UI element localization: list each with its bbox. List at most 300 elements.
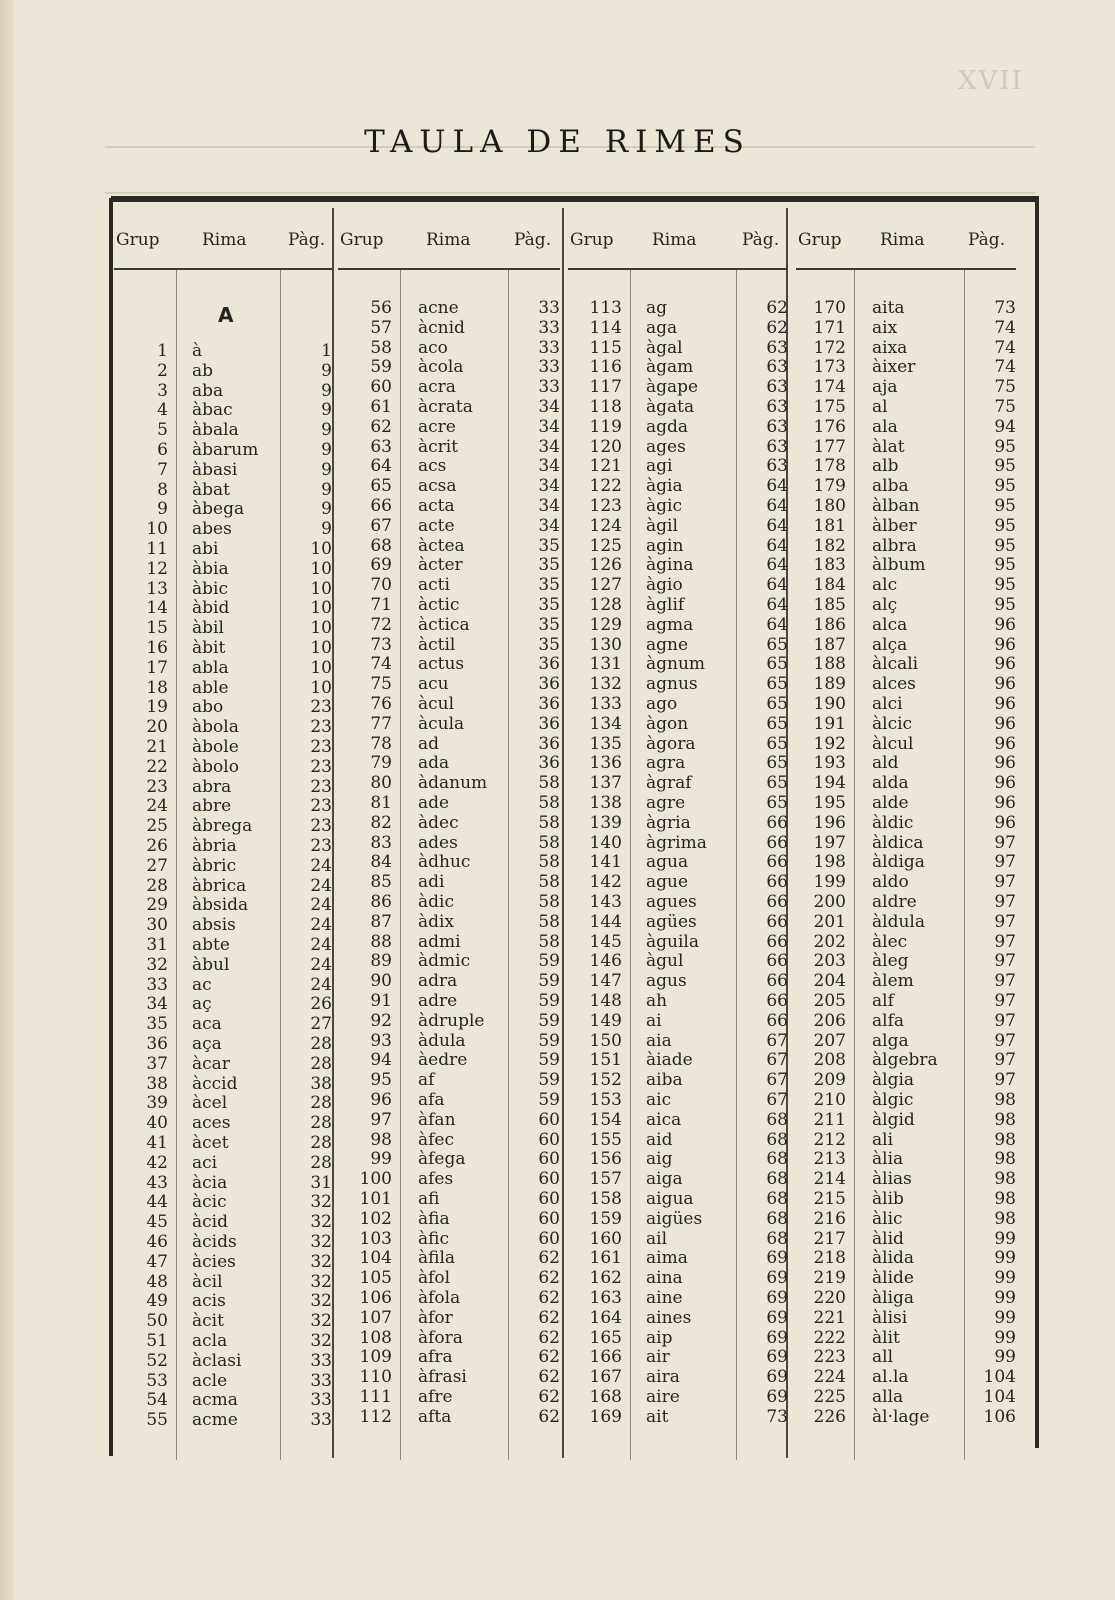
rima-word: adi xyxy=(418,872,445,893)
grup-number: 11 xyxy=(146,539,168,559)
grup-number: 101 xyxy=(359,1189,392,1209)
page-ref: 36 xyxy=(538,733,560,754)
page-ref: 59 xyxy=(538,991,560,1011)
rima-word: àgal xyxy=(646,337,683,358)
page-ref: 35 xyxy=(538,634,560,655)
rima-word: àleg xyxy=(872,951,909,972)
page-ref: 65 xyxy=(766,753,788,774)
rima-word: aça xyxy=(192,1034,222,1054)
grup-number: 218 xyxy=(813,1248,846,1269)
page-ref: 34 xyxy=(538,515,560,536)
grup-number: 76 xyxy=(370,694,392,714)
grup-number: 103 xyxy=(359,1228,392,1249)
page-ref: 24 xyxy=(310,895,332,916)
page-ref: 59 xyxy=(538,951,560,972)
rima-word: agus xyxy=(646,971,687,992)
grup-number: 55 xyxy=(146,1410,168,1431)
page-ref: 65 xyxy=(766,713,788,734)
rima-word: aba xyxy=(192,380,224,401)
rima-word: afi xyxy=(418,1189,440,1209)
grup-number: 82 xyxy=(370,812,392,833)
page-ref: 64 xyxy=(766,535,788,556)
page-ref: 33 xyxy=(310,1390,332,1411)
rima-word: àgrima xyxy=(646,832,707,853)
rima-word: àlib xyxy=(872,1189,904,1209)
rima-word: alba xyxy=(872,476,909,497)
page-ref: 69 xyxy=(766,1367,788,1388)
grup-number: 100 xyxy=(359,1169,392,1190)
rima-word: àcrata xyxy=(418,397,473,417)
grup-number: 93 xyxy=(370,1030,392,1051)
page-ref: 95 xyxy=(994,456,1016,477)
page-ref: 98 xyxy=(994,1169,1016,1190)
page-ref: 95 xyxy=(994,476,1016,497)
page-ref: 27 xyxy=(310,1014,332,1035)
page-number: XVII xyxy=(958,66,1024,96)
rima-word: àedre xyxy=(418,1050,468,1071)
grup-number: 184 xyxy=(813,575,846,596)
page-ref: 60 xyxy=(538,1189,560,1209)
page-ref: 9 xyxy=(321,479,332,500)
column-rule xyxy=(630,270,631,1460)
page-ref: 34 xyxy=(538,476,560,497)
grup-number: 165 xyxy=(589,1327,622,1348)
rima-word: àctica xyxy=(418,614,470,635)
grup-number: 91 xyxy=(370,991,392,1011)
rima-word: àbul xyxy=(192,954,230,975)
page-ref: 24 xyxy=(310,935,332,955)
grup-number: 23 xyxy=(146,776,168,797)
page-ref: 68 xyxy=(766,1149,788,1170)
rima-word: àl·lage xyxy=(872,1406,930,1427)
grup-number: 7 xyxy=(157,459,168,480)
page-ref: 63 xyxy=(766,337,788,358)
grup-number: 19 xyxy=(146,697,168,718)
rima-word: àgio xyxy=(646,575,683,596)
grup-number: 196 xyxy=(813,812,846,833)
rima-word: àbrega xyxy=(192,816,253,837)
rima-word: aco xyxy=(418,337,448,358)
grup-number: 74 xyxy=(370,654,392,675)
page-ref: 58 xyxy=(538,931,560,952)
rima-word: àbia xyxy=(192,558,229,579)
grup-number: 163 xyxy=(589,1288,622,1308)
rima-word: alf xyxy=(872,991,894,1011)
page-ref: 63 xyxy=(766,456,788,477)
page-ref: 59 xyxy=(538,1090,560,1110)
page-ref: 97 xyxy=(994,971,1016,992)
grup-number: 59 xyxy=(370,357,392,378)
rima-word: abi xyxy=(192,539,219,559)
page-ref: 62 xyxy=(538,1268,560,1289)
grup-number: 107 xyxy=(359,1307,392,1328)
rima-word: àldic xyxy=(872,812,914,833)
page-ref: 97 xyxy=(994,892,1016,912)
grup-number: 200 xyxy=(813,892,846,912)
rima-word: aig xyxy=(646,1149,673,1170)
page-ref: 95 xyxy=(994,496,1016,516)
rima-word: àgora xyxy=(646,733,696,754)
rima-word: àdhuc xyxy=(418,852,471,873)
rima-word: air xyxy=(646,1347,670,1368)
page-ref: 28 xyxy=(310,1053,332,1074)
page-ref: 69 xyxy=(766,1307,788,1328)
grup-number: 47 xyxy=(146,1251,168,1272)
grup-number: 208 xyxy=(813,1050,846,1071)
grup-number: 189 xyxy=(813,674,846,695)
page-ref: 66 xyxy=(766,931,788,952)
grup-number: 75 xyxy=(370,674,392,695)
rima-word: all xyxy=(872,1347,894,1368)
grup-number: 190 xyxy=(813,694,846,714)
grup-number: 2 xyxy=(157,360,168,381)
grup-number: 27 xyxy=(146,855,168,876)
rima-word: agre xyxy=(646,793,686,813)
page-ref: 99 xyxy=(994,1228,1016,1249)
page-ref: 9 xyxy=(321,440,332,460)
grup-number: 68 xyxy=(370,535,392,556)
grup-number: 169 xyxy=(589,1406,622,1427)
rima-word: àldula xyxy=(872,911,925,932)
rima-word: aiba xyxy=(646,1070,683,1091)
rima-word: àbac xyxy=(192,400,233,421)
rima-word: absis xyxy=(192,915,236,936)
rima-word: àlber xyxy=(872,515,917,536)
rima-word: aic xyxy=(646,1090,672,1110)
rima-word: aga xyxy=(646,317,678,338)
grup-number: 221 xyxy=(813,1307,846,1328)
page-ref: 32 xyxy=(310,1192,332,1213)
grup-number: 180 xyxy=(813,496,846,516)
grup-number: 52 xyxy=(146,1350,168,1371)
rima-word: abte xyxy=(192,935,230,955)
grup-number: 51 xyxy=(146,1331,168,1351)
page-ref: 62 xyxy=(538,1406,560,1427)
page-ref: 34 xyxy=(538,436,560,457)
grup-number: 39 xyxy=(146,1093,168,1114)
page-ref: 63 xyxy=(766,377,788,398)
page-ref: 10 xyxy=(310,558,332,579)
grup-number: 69 xyxy=(370,555,392,576)
rima-word: aima xyxy=(646,1248,688,1269)
page-ref: 38 xyxy=(310,1073,332,1094)
column-rule xyxy=(176,270,177,1460)
page-ref: 96 xyxy=(994,654,1016,675)
grup-number: 145 xyxy=(589,931,622,952)
rima-word: àlgebra xyxy=(872,1050,938,1071)
grup-number: 170 xyxy=(813,298,846,318)
column-header-grup: Grup xyxy=(116,230,160,250)
rima-word: àlgid xyxy=(872,1109,915,1130)
rima-word: alfa xyxy=(872,1010,904,1031)
rima-word: admi xyxy=(418,931,461,952)
page-ref: 28 xyxy=(310,1152,332,1173)
grup-number: 49 xyxy=(146,1291,168,1312)
grup-number: 35 xyxy=(146,1014,168,1035)
page-ref: 58 xyxy=(538,812,560,833)
rima-word: ag xyxy=(646,298,668,318)
page-ref: 28 xyxy=(310,1113,332,1134)
page-ref: 9 xyxy=(321,380,332,401)
page-ref: 34 xyxy=(538,397,560,417)
rima-word: ala xyxy=(872,416,898,437)
page-ref: 23 xyxy=(310,816,332,837)
page-ref: 68 xyxy=(766,1169,788,1190)
page-ref: 99 xyxy=(994,1268,1016,1289)
rima-word: àldiga xyxy=(872,852,925,873)
page-ref: 99 xyxy=(994,1288,1016,1308)
grup-number: 102 xyxy=(359,1208,392,1229)
grup-number: 211 xyxy=(813,1109,846,1130)
grup-number: 71 xyxy=(370,595,392,615)
column-rule xyxy=(964,270,965,1460)
rima-word: adra xyxy=(418,971,458,992)
rima-word: àgul xyxy=(646,951,684,972)
rima-word: àgria xyxy=(646,812,691,833)
rima-word: albra xyxy=(872,535,917,556)
page-ref: 97 xyxy=(994,1030,1016,1051)
page-ref: 95 xyxy=(994,555,1016,576)
page-ref: 10 xyxy=(310,539,332,559)
header-underline xyxy=(796,268,1016,270)
rima-word: aina xyxy=(646,1268,683,1289)
grup-number: 132 xyxy=(589,674,622,695)
grup-number: 217 xyxy=(813,1228,846,1249)
page-ref: 9 xyxy=(321,459,332,480)
rima-word: acle xyxy=(192,1370,228,1391)
grup-number: 157 xyxy=(589,1169,622,1190)
page-ref: 60 xyxy=(538,1228,560,1249)
rima-word: àcula xyxy=(418,713,465,734)
rima-word: àbit xyxy=(192,638,226,658)
page-ref: 74 xyxy=(994,317,1016,338)
grup-number: 96 xyxy=(370,1090,392,1110)
page-ref: 99 xyxy=(994,1248,1016,1269)
page-ref: 63 xyxy=(766,397,788,417)
rima-word: abes xyxy=(192,519,232,540)
rima-word: àccid xyxy=(192,1073,238,1094)
grup-number: 212 xyxy=(813,1129,846,1150)
page-ref: 58 xyxy=(538,852,560,873)
grup-number: 72 xyxy=(370,614,392,635)
grup-number: 34 xyxy=(146,994,168,1015)
grup-number: 113 xyxy=(589,298,622,318)
page-ref: 66 xyxy=(766,991,788,1011)
page-ref: 23 xyxy=(310,776,332,797)
page-ref: 65 xyxy=(766,634,788,655)
column-header-grup: Grup xyxy=(798,230,842,250)
page-ref: 32 xyxy=(310,1291,332,1312)
grup-number: 109 xyxy=(359,1347,392,1368)
rima-word: alces xyxy=(872,674,916,695)
rima-word: àlgia xyxy=(872,1070,915,1091)
block-rule xyxy=(332,208,334,1458)
page-ref: 60 xyxy=(538,1208,560,1229)
grup-number: 207 xyxy=(813,1030,846,1051)
grup-number: 117 xyxy=(589,377,622,398)
rima-word: acme xyxy=(192,1410,238,1431)
grup-number: 63 xyxy=(370,436,392,457)
grup-number: 137 xyxy=(589,773,622,794)
page-ref: 96 xyxy=(994,674,1016,695)
rima-word: alça xyxy=(872,634,908,655)
rima-word: àbega xyxy=(192,499,245,520)
rima-word: ad xyxy=(418,733,440,754)
grup-number: 30 xyxy=(146,915,168,936)
grup-number: 114 xyxy=(589,317,622,338)
rima-word: àlid xyxy=(872,1228,904,1249)
rima-word: àlem xyxy=(872,971,914,992)
grup-number: 144 xyxy=(589,911,622,932)
grup-number: 4 xyxy=(157,400,168,421)
grup-number: 198 xyxy=(813,852,846,873)
rima-word: acu xyxy=(418,674,449,695)
rima-word: acte xyxy=(418,515,455,536)
rima-word: agua xyxy=(646,852,689,873)
rima-word: àcar xyxy=(192,1053,230,1074)
page-ref: 98 xyxy=(994,1189,1016,1209)
page-ref: 10 xyxy=(310,598,332,619)
grup-number: 56 xyxy=(370,298,392,318)
page-ref: 95 xyxy=(994,595,1016,615)
rima-word: afre xyxy=(418,1387,453,1407)
grup-number: 167 xyxy=(589,1367,622,1388)
grup-number: 166 xyxy=(589,1347,622,1368)
grup-number: 153 xyxy=(589,1090,622,1110)
grup-number: 89 xyxy=(370,951,392,972)
rima-word: agües xyxy=(646,911,697,932)
page-ref: 75 xyxy=(994,397,1016,417)
page-ref: 66 xyxy=(766,1010,788,1031)
grup-number: 50 xyxy=(146,1311,168,1332)
grup-number: 20 xyxy=(146,717,168,738)
rima-word: àfega xyxy=(418,1149,466,1170)
grup-number: 3 xyxy=(157,380,168,401)
grup-number: 143 xyxy=(589,892,622,912)
rima-word: àgon xyxy=(646,713,689,734)
rima-word: afra xyxy=(418,1347,453,1368)
grup-number: 10 xyxy=(146,519,168,540)
page-ref: 65 xyxy=(766,674,788,695)
page-ref: 62 xyxy=(538,1347,560,1368)
header-underline xyxy=(568,268,788,270)
table-left-rule xyxy=(109,198,113,1456)
grup-number: 104 xyxy=(359,1248,392,1269)
rima-word: afes xyxy=(418,1169,454,1190)
page-ref: 36 xyxy=(538,713,560,734)
grup-number: 160 xyxy=(589,1228,622,1249)
rima-word: afta xyxy=(418,1406,452,1427)
grup-number: 202 xyxy=(813,931,846,952)
page-ref: 63 xyxy=(766,357,788,378)
page-ref: 33 xyxy=(310,1410,332,1431)
grup-number: 201 xyxy=(813,911,846,932)
page-ref: 58 xyxy=(538,892,560,912)
rima-word: àdanum xyxy=(418,773,488,794)
rima-word: aia xyxy=(646,1030,672,1051)
page-ref: 26 xyxy=(310,994,332,1015)
page-ref: 1 xyxy=(321,341,332,361)
rima-word: àctic xyxy=(418,595,460,615)
rima-word: àbolo xyxy=(192,756,239,777)
rima-word: aita xyxy=(872,298,905,318)
rima-word: àdmic xyxy=(418,951,471,972)
grup-number: 164 xyxy=(589,1307,622,1328)
rima-word: aix xyxy=(872,317,898,338)
page-ref: 69 xyxy=(766,1268,788,1289)
grup-number: 119 xyxy=(589,416,622,437)
grup-number: 213 xyxy=(813,1149,846,1170)
grup-number: 18 xyxy=(146,677,168,698)
grup-number: 176 xyxy=(813,416,846,437)
grup-number: 90 xyxy=(370,971,392,992)
rima-word: àcter xyxy=(418,555,463,576)
rima-word: àcia xyxy=(192,1172,228,1193)
grup-number: 120 xyxy=(589,436,622,457)
rima-word: alc xyxy=(872,575,898,596)
page-ref: 97 xyxy=(994,911,1016,932)
grup-number: 73 xyxy=(370,634,392,655)
grup-number: 191 xyxy=(813,713,846,734)
grup-number: 81 xyxy=(370,793,392,813)
grup-number: 118 xyxy=(589,397,622,417)
page-ref: 58 xyxy=(538,773,560,794)
grup-number: 220 xyxy=(813,1288,846,1308)
grup-number: 41 xyxy=(146,1133,168,1153)
grup-number: 175 xyxy=(813,397,846,417)
rima-word: àfor xyxy=(418,1307,453,1328)
rima-word: àbala xyxy=(192,420,239,441)
rima-word: àcil xyxy=(192,1271,223,1292)
page-ref: 24 xyxy=(310,954,332,975)
page-ref: 33 xyxy=(538,317,560,338)
page-ref: 59 xyxy=(538,1010,560,1031)
rima-word: àctea xyxy=(418,535,465,556)
page-edge xyxy=(0,0,14,1600)
grup-number: 21 xyxy=(146,737,168,757)
column-header-rima: Rima xyxy=(426,230,471,250)
grup-number: 83 xyxy=(370,832,392,853)
rima-word: ail xyxy=(646,1228,668,1249)
page-ref: 94 xyxy=(994,416,1016,437)
grup-number: 32 xyxy=(146,954,168,975)
rima-word: àbarum xyxy=(192,440,259,460)
rima-word: àfila xyxy=(418,1248,456,1269)
rima-word: able xyxy=(192,677,229,698)
grup-number: 141 xyxy=(589,852,622,873)
grup-number: 138 xyxy=(589,793,622,813)
rima-word: aine xyxy=(646,1288,683,1308)
grup-number: 57 xyxy=(370,317,392,338)
page-ref: 97 xyxy=(994,931,1016,952)
page-ref: 32 xyxy=(310,1331,332,1351)
grup-number: 225 xyxy=(813,1387,846,1407)
grup-number: 222 xyxy=(813,1327,846,1348)
grup-number: 86 xyxy=(370,892,392,912)
page-ref: 33 xyxy=(310,1370,332,1391)
grup-number: 210 xyxy=(813,1090,846,1110)
grup-number: 42 xyxy=(146,1152,168,1173)
grup-number: 194 xyxy=(813,773,846,794)
grup-number: 173 xyxy=(813,357,846,378)
grup-number: 29 xyxy=(146,895,168,916)
rima-word: àcrit xyxy=(418,436,459,457)
page-ref: 24 xyxy=(310,875,332,896)
page-ref: 36 xyxy=(538,654,560,675)
grup-number: 79 xyxy=(370,753,392,774)
grup-number: 54 xyxy=(146,1390,168,1411)
rima-word: àlec xyxy=(872,931,908,952)
